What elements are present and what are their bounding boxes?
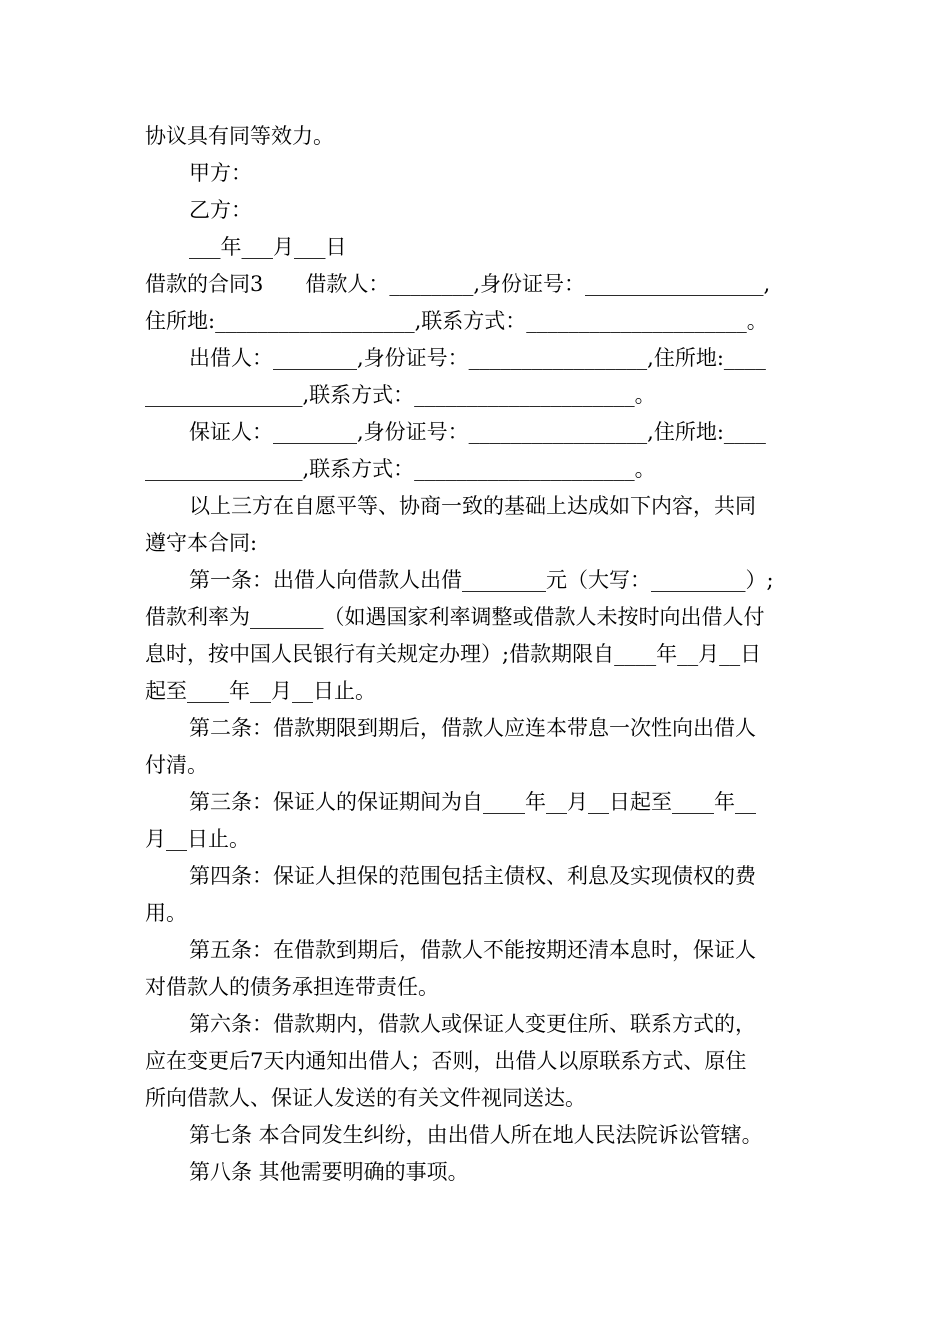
article-1-line-1: 第一条：出借人向借款人出借________元（大写：_________）;: [189, 568, 774, 592]
article-4-line-1: 第四条：保证人担保的范围包括主债权、利息及实现债权的费: [189, 864, 756, 888]
borrower-address-line: 住所地:___________________,联系方式：_____________________。: [145, 309, 768, 333]
borrower-info: 借款人：________,身份证号：_________________,: [305, 272, 771, 296]
text-line-1: 协议具有同等效力。: [145, 124, 334, 148]
contract-heading: 借款的合同3: [145, 272, 264, 296]
article-1-line-4: 起至____年__月__日止。: [145, 679, 376, 703]
document-body: [145, 118, 815, 1191]
guarantor-info-line: 保证人：________,身份证号：_________________,住所地:____: [189, 420, 766, 444]
party-b-line: 乙方：: [189, 198, 252, 222]
article-6-line-1: 第六条：借款期内，借款人或保证人变更住所、联系方式的，: [189, 1012, 756, 1036]
preamble-line-1: 以上三方在自愿平等、协商一致的基础上达成如下内容，共同: [189, 494, 756, 518]
article-3-line-1: 第三条：保证人的保证期间为自____年__月__日起至____年__: [189, 790, 756, 814]
party-a-line: 甲方：: [189, 161, 252, 185]
article-2-line-2: 付清。: [145, 753, 208, 777]
preamble-line-2: 遵守本合同:: [145, 531, 258, 555]
article-5-line-2: 对借款人的债务承担连带责任。: [145, 975, 439, 999]
guarantor-contact-line: _______________,联系方式：_____________________。: [145, 457, 656, 481]
contract-heading-line: [145, 266, 815, 303]
article-5-line-1: 第五条：在借款到期后，借款人不能按期还清本息时，保证人: [189, 938, 756, 962]
article-3-line-2: 月__日止。: [145, 827, 250, 851]
article-1-line-2: 借款利率为_______（如遇国家利率调整或借款人未按时向出借人付: [145, 605, 765, 629]
date-line: ___年___月___日: [189, 235, 347, 259]
article-2-line-1: 第二条：借款期限到期后，借款人应连本带息一次性向出借人: [189, 716, 756, 740]
article-4-line-2: 用。: [145, 901, 187, 925]
lender-info-line: 出借人：________,身份证号：_________________,住所地:____: [189, 346, 766, 370]
article-7-line: 第七条 本合同发生纠纷，由出借人所在地人民法院诉讼管辖。: [189, 1123, 763, 1147]
article-8-line: 第八条 其他需要明确的事项。: [189, 1160, 469, 1184]
lender-contact-line: _______________,联系方式：_____________________。: [145, 383, 656, 407]
article-1-line-3: 息时，按中国人民银行有关规定办理）;借款期限自____年__月__日: [145, 642, 762, 666]
article-6-line-3: 所向借款人、保证人发送的有关文件视同送达。: [145, 1086, 586, 1110]
article-6-line-2: 应在变更后7天内通知出借人；否则，出借人以原联系方式、原住: [145, 1049, 747, 1073]
